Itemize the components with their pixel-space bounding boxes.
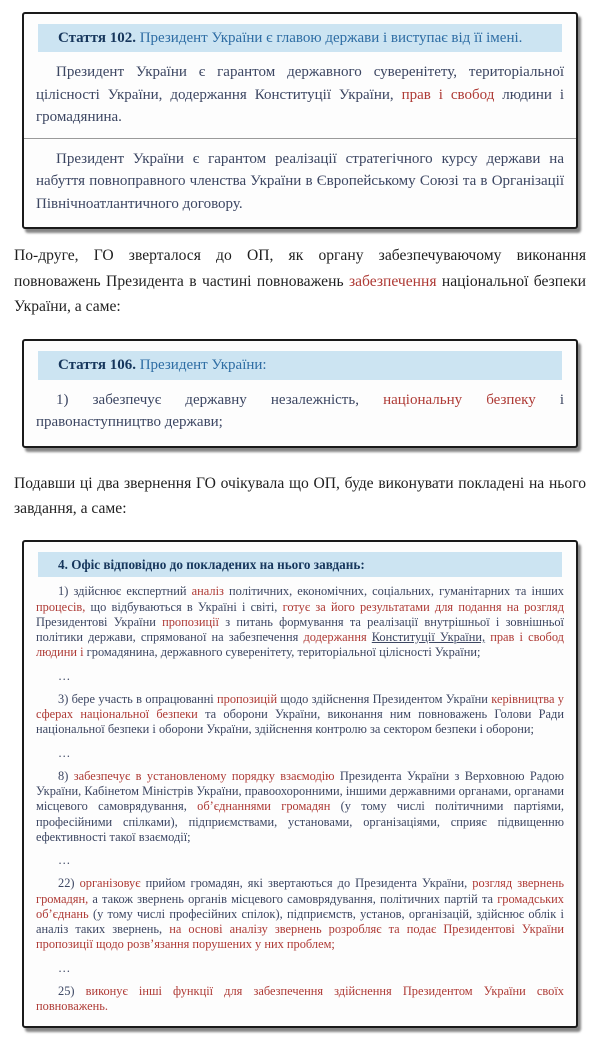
law-paragraph — [36, 148, 564, 216]
text-span: … — [58, 960, 72, 975]
red-highlight-text: забезпечує в установленому порядку взаємодію — [73, 768, 335, 783]
red-highlight-text: прав і свобод — [401, 86, 495, 103]
text-span: національної безпеки України, а саме: — [14, 272, 586, 316]
text-span: (у тому числі політичними партіями, професійними спілками), підприємствами, установами, організаціями, сприяє підвищенню ефективності такої взаємодії; — [36, 799, 565, 844]
text-span: 8) — [58, 768, 74, 783]
text-span: Президента України з Верховною Радою України, Кабінетом Міністрів України, правоохоронними, іншими державними органами, органами місцевого самоврядування, — [36, 768, 565, 814]
text-span: 1) забезпечує державну незалежність, — [56, 391, 384, 408]
text-span: 22) — [58, 876, 80, 891]
text-span: з питань формування та реалізації внутрішньої і зовнішньої політики держави, спрямованої на забезпечення — [36, 614, 564, 645]
text-span: людини і громадянина. — [36, 86, 565, 126]
red-highlight-text: процесів, — [36, 599, 86, 614]
office-tasks-heading — [38, 552, 562, 578]
text-span: громадянина, державного суверенітету, територіальної цілісності України; — [83, 645, 481, 660]
law-paragraph — [36, 876, 564, 952]
paragraph-divider — [24, 138, 576, 139]
text-span: 25) — [58, 983, 86, 998]
law-paragraph — [36, 584, 564, 660]
text-span: (у тому числі професійних спілок), підприємств, установ, організацій, здійснює облік і аналіз таких звернень, — [36, 906, 564, 937]
article-106-box — [22, 339, 578, 447]
text-span: Президент України є гарантом державного суверенітету, територіальної цілісності України, додержання Конституції України, — [36, 64, 564, 103]
article-102-box — [22, 12, 578, 229]
text-span: Стаття 102. — [58, 30, 136, 46]
red-highlight-text: пропозицій — [217, 691, 278, 706]
red-highlight-text: прав і свобод людини і — [36, 630, 564, 660]
red-highlight-text: розгляд звернень громадян, — [36, 876, 565, 906]
office-tasks-body — [36, 584, 564, 1014]
underlined-text: Конституції України, — [371, 630, 486, 645]
ellipsis-line — [36, 669, 564, 684]
red-highlight-text: аналіз — [191, 584, 224, 599]
text-span: Президентові України — [36, 614, 163, 629]
text-span: що відбуваються в Україні і світі, — [85, 599, 283, 614]
law-paragraph — [36, 61, 564, 129]
text-span: Подавши ці два звернення ГО очікувала що ОП, буде виконувати покладені на нього завдання, а саме: — [14, 474, 586, 518]
red-highlight-text: керівництва у сферах національної безпеки — [36, 691, 564, 722]
red-highlight-text: пропозиції — [162, 614, 219, 629]
red-highlight-text: додержання — [303, 630, 367, 645]
law-paragraph — [36, 389, 564, 434]
office-tasks-box — [22, 540, 578, 1029]
red-highlight-text: національну безпеку — [383, 391, 536, 408]
red-highlight-text: організовує — [79, 876, 141, 891]
text-span: Президент України: — [135, 357, 267, 374]
text-span: 3) бере участь в опрацюванні — [58, 691, 218, 706]
text-span: та оборони України, виконання ним повноважень Голови Ради національної безпеки і оборони України, здійснення контролю за сектором безпеки і оборони; — [36, 707, 564, 737]
text-span: і правонаступництво держави; — [36, 391, 564, 431]
article-102-body — [36, 61, 564, 215]
text-span: 4. Офіс відповідно до покладених на нього завдань: — [58, 556, 365, 572]
red-highlight-text: готує за його результатами для подання на розгляд — [282, 599, 564, 614]
red-highlight-text: забезпечення — [348, 272, 437, 290]
text-span: … — [58, 745, 72, 760]
red-highlight-text: виконує інші функції для забезпечення здійснення Президентом України своїх повноважень. — [36, 983, 564, 1014]
law-paragraph — [36, 769, 564, 845]
red-highlight-text: громадських об’єднань — [36, 891, 564, 921]
text-span: щодо здійснення Президентом України — [277, 691, 492, 706]
text-span: прийом громадян, які звертаються до Президента України, — [140, 876, 473, 891]
article-106-heading — [38, 351, 562, 379]
law-paragraph — [36, 692, 564, 738]
text-span: а також звернень органів місцевого самоврядування, політичних партій та — [88, 891, 498, 906]
text-span: Президент України є главою держави і виступає від її імені. — [135, 30, 523, 46]
red-highlight-text: на основі аналізу звернень розробляє та подає Президентові України пропозиції щодо розв’язання порушених у них проблем; — [36, 922, 564, 952]
article-102-heading — [38, 24, 562, 52]
text-span: Стаття 106. — [58, 357, 136, 374]
article-106-body — [36, 389, 564, 434]
ellipsis-line — [36, 961, 564, 976]
law-paragraph — [36, 984, 564, 1015]
text-span: … — [58, 853, 72, 868]
red-highlight-text: об’єднаннями громадян — [197, 799, 331, 814]
text-span: 1) здійснює експертний — [58, 584, 192, 599]
text-span: По-друге, ГО зверталося до ОП, як органу забезпечуваючому виконання повноважень Президента в частині повноважень — [14, 247, 586, 290]
ellipsis-line — [36, 853, 564, 868]
text-span: … — [58, 668, 72, 683]
intro-paragraph-after-102 — [14, 243, 586, 319]
ellipsis-line — [36, 746, 564, 761]
text-span: Президент України є гарантом реалізації стратегічного курсу держави на набуття повноправного членства України в Європейському Союзі та в Організації Північноатлантичного договору. — [36, 150, 564, 212]
intro-paragraph-after-106 — [14, 471, 586, 522]
text-span: політичних, економічних, соціальних, гуманітарних та інших — [223, 584, 564, 599]
